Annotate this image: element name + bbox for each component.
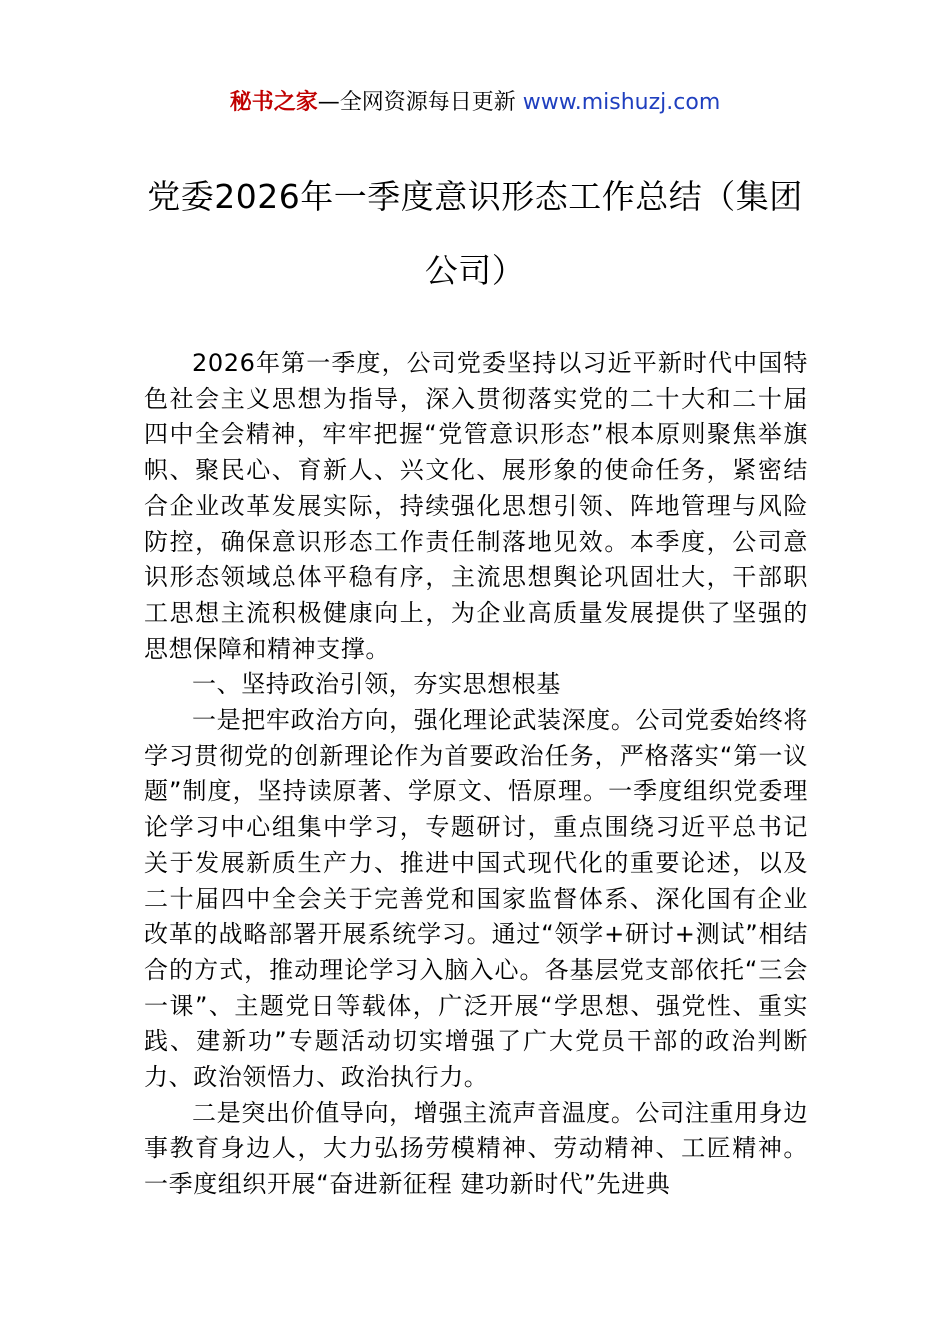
- body-paragraph: 一是把牢政治方向，强化理论武装深度。公司党委始终将学习贯彻党的创新理论作为首要政治任务，严格落实“第一议题”制度，坚持读原著、学原文、悟原理。一季度组织党委理论学习中心组集中学习，专题研讨，重点围绕习近平总书记关于发展新质生产力、推进中国式现代化的重要论述，以及二十届四中全会关于完善党和国家监督体系、深化国有企业改革的战略部署开展系统学习。通过“领学+研讨+测试”相结合的方式，推动理论学习入脑入心。各基层党支部依托“三会一课”、主题党日等载体，广泛开展“学思想、强党性、重实践、建新功”专题活动切实增强了广大党员干部的政治判断力、政治领悟力、政治执行力。: [144, 706, 808, 1092]
- site-tagline: —全网资源每日更新: [317, 90, 523, 115]
- site-brand[interactable]: 秘书之家: [229, 90, 318, 115]
- site-url-link[interactable]: www.mishuzj.com: [522, 90, 721, 115]
- site-banner: [0, 86, 950, 120]
- intro-paragraph: 2026年第一季度，公司党委坚持以习近平新时代中国特色社会主义思想为指导，深入贯彻落实党的二十大和二十届四中全会精神，牢牢把握“党管意识形态”根本原则聚焦举旗帜、聚民心、育新人、兴文化、展形象的使命任务，紧密结合企业改革发展实际，持续强化思想引领、阵地管理与风险防控，确保意识形态工作责任制落地见效。本季度，公司意识形态领域总体平稳有序，主流思想舆论巩固壮大，干部职工思想主流积极健康向上，为企业高质量发展提供了坚强的思想保障和精神支撑。: [144, 349, 808, 663]
- body-paragraph: 二是突出价值导向，增强主流声音温度。公司注重用身边事教育身边人，大力弘扬劳模精神、劳动精神、工匠精神。一季度组织开展“奋进新征程 建功新时代”先进典: [144, 1098, 808, 1199]
- document-title: 党委2026年一季度意识形态工作总结（集团公司）: [147, 177, 803, 290]
- section-heading: 一、坚持政治引领，夯实思想根基: [192, 670, 561, 699]
- document-body: [144, 346, 808, 1203]
